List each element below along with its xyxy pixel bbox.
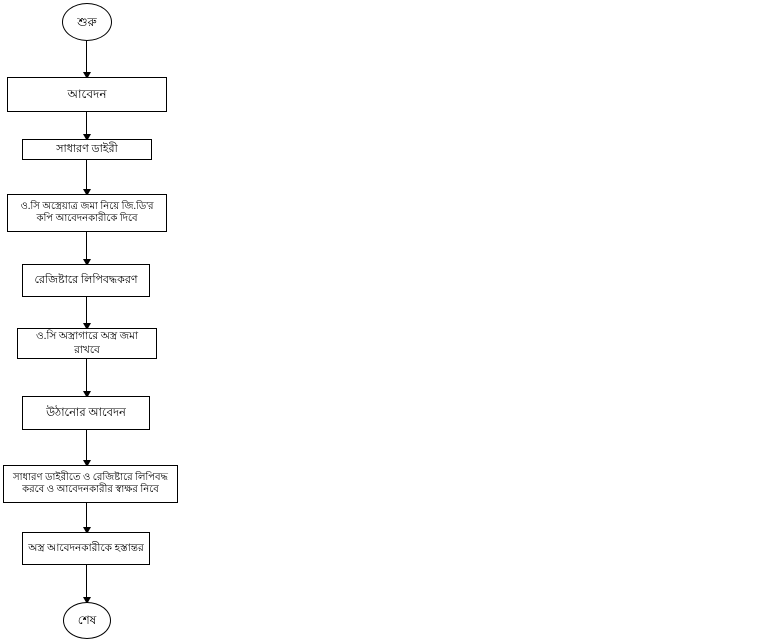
edge-n4-to-n5 bbox=[86, 297, 87, 326]
node-handover-weapon bbox=[22, 532, 150, 565]
node-handover-weapon-label: অস্ত্র আবেদনকারীকে হস্তান্তর bbox=[28, 542, 144, 554]
node-general-diary bbox=[22, 139, 152, 160]
node-end-label: শেষ bbox=[77, 613, 97, 627]
node-store-in-armoury bbox=[17, 328, 157, 359]
edge-n5-to-n6 bbox=[86, 359, 87, 394]
edge-n6-to-n7 bbox=[86, 430, 87, 463]
node-oc-receives-weapon bbox=[7, 194, 167, 232]
node-record-and-signature-label: সাধারণ ডাইরীতে ও রেজিষ্টারে লিপিবদ্ধ করবে ও আবেদনকারীর স্বাক্ষর নিবে bbox=[13, 471, 168, 495]
node-application bbox=[7, 77, 167, 112]
node-withdrawal-application-label: উঠানোর আবেদন bbox=[46, 406, 126, 419]
node-application-label: আবেদন bbox=[67, 87, 107, 101]
node-start bbox=[62, 3, 112, 41]
edge-n7-to-n8 bbox=[86, 503, 87, 530]
node-store-in-armoury-label: ও.সি অস্ত্রাগারে অস্ত্র জমা রাখবে bbox=[35, 331, 139, 356]
node-withdrawal-application bbox=[22, 396, 150, 430]
node-register-entry-label: রেজিষ্টারে লিপিবদ্ধকরণ bbox=[34, 273, 138, 286]
node-general-diary-label: সাধারণ ডাইরী bbox=[56, 142, 118, 155]
node-oc-receives-weapon-label: ও.সি অস্ত্রেয়াত্র জমা নিয়ে জি.ডি'র কপি আবেদনকারীকে দিবে bbox=[20, 200, 154, 224]
node-register-entry bbox=[22, 264, 150, 297]
edge-start-to-n1 bbox=[86, 41, 87, 74]
edge-n2-to-n3 bbox=[86, 160, 87, 192]
edge-n8-to-end bbox=[86, 565, 87, 600]
node-start-label: শুরু bbox=[77, 14, 97, 29]
edge-n3-to-n4 bbox=[86, 232, 87, 262]
node-end bbox=[63, 602, 111, 639]
node-record-and-signature bbox=[3, 465, 178, 503]
